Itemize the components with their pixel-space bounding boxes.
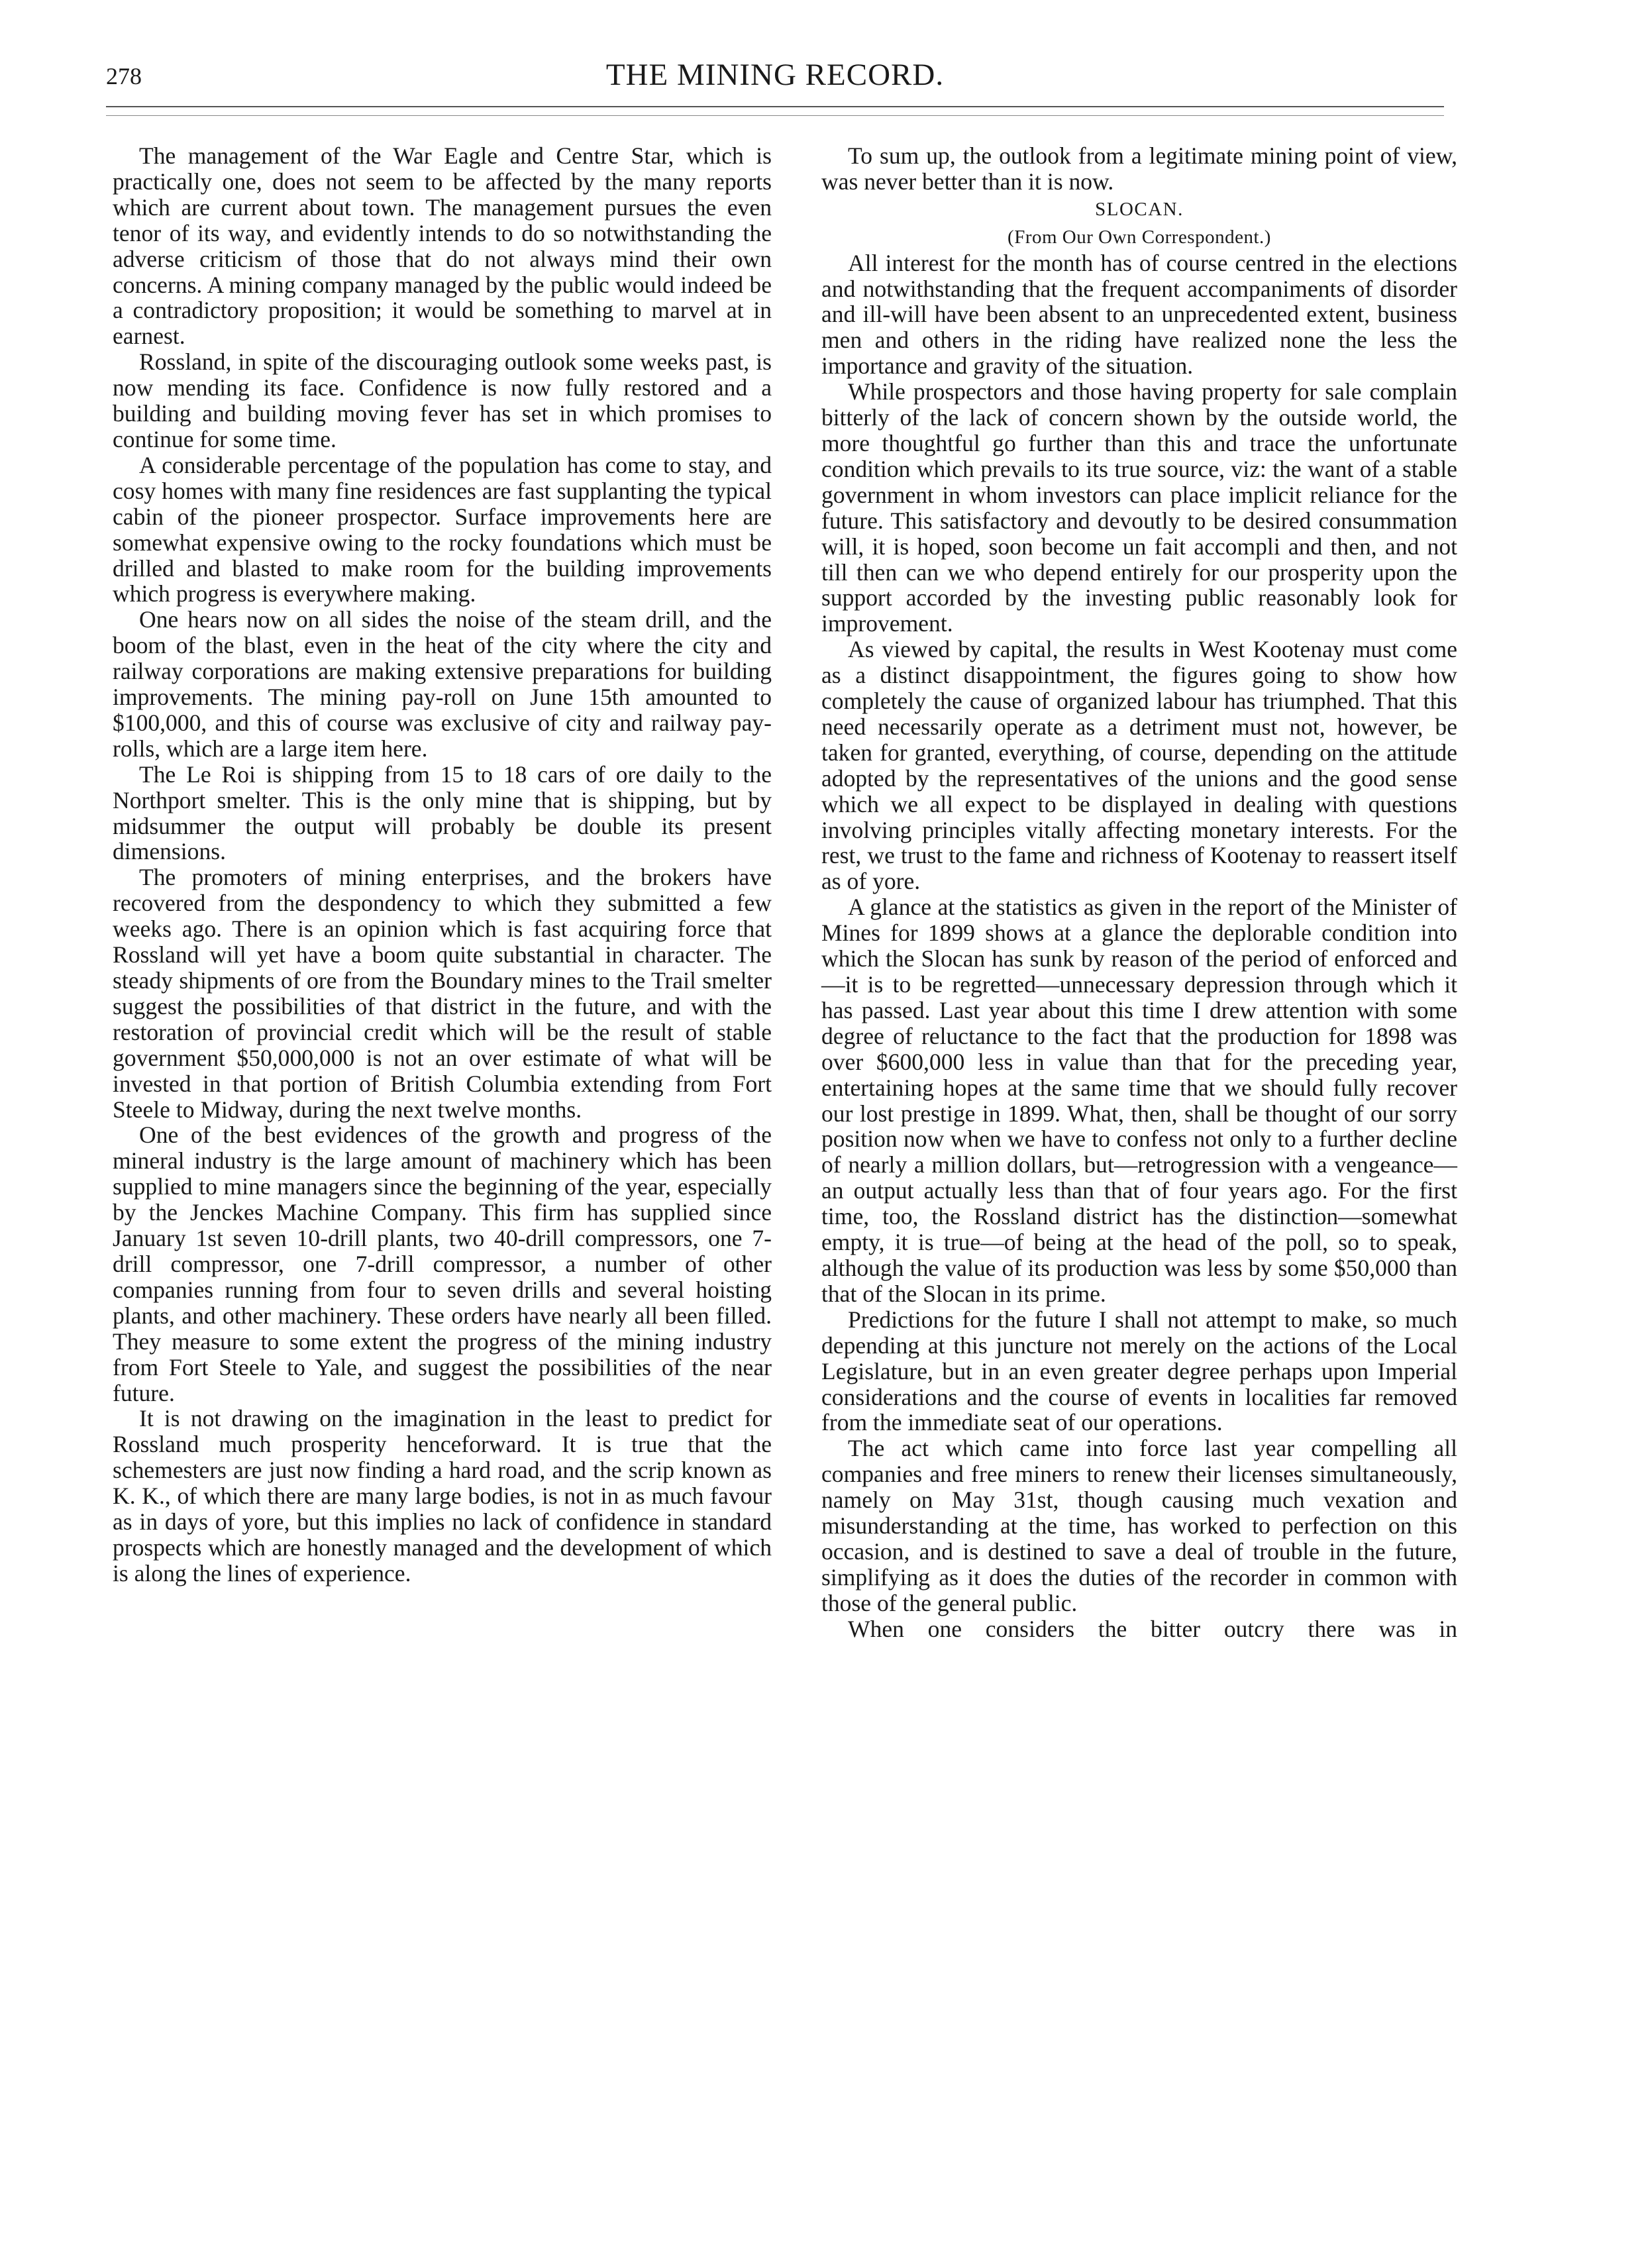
- running-title: THE MINING RECORD.: [605, 58, 945, 92]
- paragraph: Rossland, in spite of the discouraging outlook some weeks past, is now mending its face. Confidence is now fully restored and a building and building moving fever has set in which promises to continue for some time.: [113, 348, 772, 452]
- right-column: [821, 143, 1457, 1642]
- paragraph: One of the best evidences of the growth and progress of the mineral industry is the large amount of machinery which has been supplied to mine managers since the beginning of the year, especially by the Jenckes Machine Company. This firm has supplied since January 1st seven 10-drill plants, two 40-drill compressors, one 7-drill compressor, one 7-drill compressor, a number of other companies running from four to seven drills and several hoisting plants, and other machinery. These orders have nearly all been filled. They measure to some extent the progress of the mining industry from Fort Steele to Yale, and suggest the possibilities of the near future.: [113, 1122, 772, 1406]
- paragraph: All interest for the month has of course centred in the elections and notwithstanding that the frequent accompaniments of disorder and ill-will have been absent to an unprecedented extent, business men and others in the riding have realized none the less the importance and gravity of the situation.: [821, 249, 1457, 380]
- section-heading: SLOCAN.: [1095, 198, 1184, 220]
- paragraph: A glance at the statistics as given in the report of the Minister of Mines for 1899 shows at a glance the deplorable condition into which the Slocan has sunk by reason of the period of enforced and—it is to be regretted—unnecessary depression through which it has passed. Last year about this time I drew attention with some degree of reluctance to the fact that the production for 1898 was over $600,000 less in value than that for the preceding year, entertaining hopes at the same time that we should fully recover our lost prestige in 1899. What, then, shall be thought of our sorry position now when we have to confess not only to a further decline of nearly a million dollars, but—retrogression with a vengeance—an output actually less than that of four years ago. For the first time, too, the Rossland district has the distinction—somewhat empty, it is true—of being at the head of the poll, so to speak, although the value of its production was less by some $50,000 than that of the Slocan in its prime.: [821, 894, 1457, 1307]
- paragraph: The Le Roi is shipping from 15 to 18 cars of ore daily to the Northport smelter. This is the only mine that is shipping, but by midsummer the output will probably be double its present dimensions.: [113, 760, 772, 865]
- byline: (From Our Own Correspondent.): [1007, 226, 1271, 248]
- page-number: 278: [106, 63, 142, 89]
- paragraph: Predictions for the future I shall not attempt to make, so much depending at this juncture not merely on the actions of the Local Legislature, but in an even greater degree perhaps upon Imperial considerations and the course of events in localities far removed from the immediate seat of our operations.: [821, 1306, 1457, 1436]
- paragraph: It is not drawing on the imagination in the least to predict for Rossland much prosperity henceforward. It is true that the schemesters are just now finding a hard road, and the scrip known as K. K., of which there are many large bodies, is not in as much favour as in days of yore, but this implies no lack of confidence in standard prospects which are honestly managed and the development of which is along the lines of experience.: [113, 1405, 772, 1587]
- page-header: [106, 54, 1444, 107]
- paragraph: As viewed by capital, the results in West Kootenay must come as a distinct disappointment, the figures going to show how completely the cause of organized labour has triumphed. That this need necessarily operate as a detriment must not, however, be taken for granted, everything, of course, depending on the attitude adopted by the representatives of the unions and the good sense which we all expect to be displayed in dealing with questions involving principles vitally affecting monetary interests. For the rest, we trust to the fame and richness of Kootenay to reassert itself as of yore.: [821, 636, 1457, 895]
- paragraph: When one considers the bitter outcry there was in: [848, 1615, 1457, 1642]
- intro-paragraph: To sum up, the outlook from a legitimate mining point of view, was never better than it is now.: [821, 142, 1457, 195]
- paragraph: The promoters of mining enterprises, and the brokers have recovered from the despondency to which they submitted a few weeks ago. There is an opinion which is fast acquiring force that Rossland will yet have a boom quite substantial in character. The steady shipments of ore from the Boundary mines to the Trail smelter suggest the possibilities of that district in the future, and with the restoration of provincial credit which will be the result of stable government $50,000,000 is not an over estimate of what will be invested in that portion of British Columbia extending from Fort Steele to Midway, during the next twelve months.: [113, 864, 772, 1123]
- paragraph: While prospectors and those having property for sale complain bitterly of the lack of concern shown by the outside world, the more thoughtful go further than this and trace the unfortunate condition which prevails to its true source, viz: the want of a stable government in whom investors can place implicit reliance for the future. This satisfactory and devoutly to be desired consummation will, it is hoped, soon become un fait accompli and then, and not till then can we who depend entirely for our prosperity upon the support accorded by the investing public reasonably look for improvement.: [821, 378, 1457, 637]
- header-rule: [106, 106, 1444, 107]
- header-rule-thin: [106, 115, 1444, 116]
- paragraph: The act which came into force last year compelling all companies and free miners to renew their licenses simultaneously, namely on May 31st, though causing much vexation and misunderstanding at the time, has worked to perfection on this occasion, and is destined to save a deal of trouble in the future, simplifying as it does the duties of the recorder in common with those of the general public.: [821, 1435, 1457, 1616]
- paragraph: The management of the War Eagle and Centre Star, which is practically one, does not seem to be affected by the many reports which are current about town. The management pursues the even tenor of its way, and evidently intends to do so notwithstanding the adverse criticism of those that do not always mind their own concerns. A mining company managed by the public would indeed be a contradictory proposition; it would be something to marvel at in earnest.: [113, 142, 772, 350]
- left-column: [113, 143, 772, 1587]
- paragraph: One hears now on all sides the noise of the steam drill, and the boom of the blast, even in the heat of the city where the city and railway corporations are making extensive preparations for building improvements. The mining pay-roll on June 15th amounted to $100,000, and this of course was exclusive of city and railway pay-rolls, which are a large item here.: [113, 606, 772, 762]
- paragraph: A considerable percentage of the population has come to stay, and cosy homes with many fine residences are fast supplanting the typical cabin of the pioneer prospector. Surface improvements here are somewhat expensive owing to the rocky foundations which must be drilled and blasted to make room for the building improvements which progress is everywhere making.: [113, 451, 772, 607]
